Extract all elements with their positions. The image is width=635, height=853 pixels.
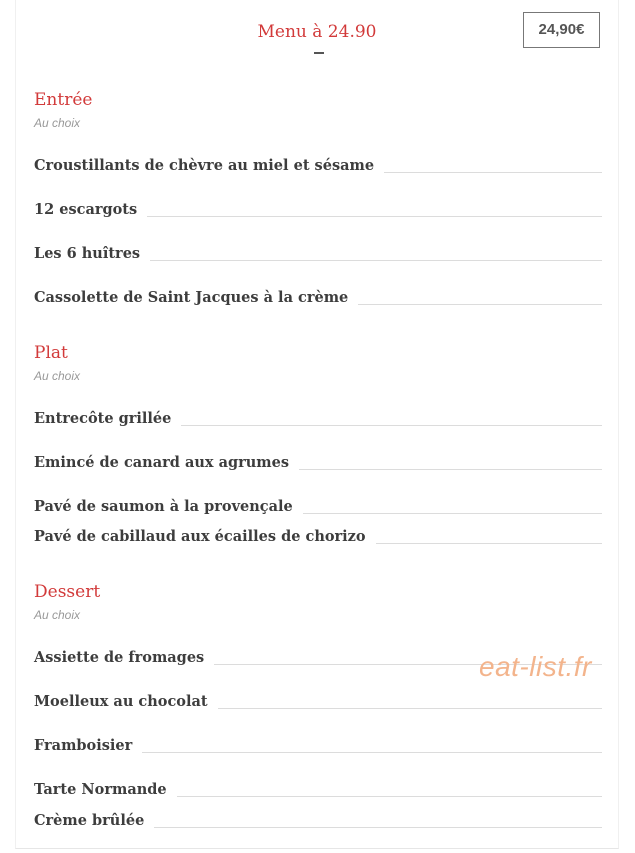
dish-item [34,199,602,219]
dish-name: 12 escargots [34,201,138,218]
dish-name: Croustillants de chèvre au miel et sésame [34,157,375,174]
section-title-dessert: Dessert [34,582,101,602]
dotted-leader [358,304,602,305]
dish-item [34,408,602,428]
title-divider [314,52,324,54]
menu-card [15,0,619,849]
dotted-leader [299,469,602,470]
dotted-leader [303,513,602,514]
dish-item [34,155,602,175]
dish-item [34,691,602,711]
dish-name: Entrecôte grillée [34,410,172,427]
dotted-leader [150,260,602,261]
dish-name: Assiette de fromages [34,649,205,666]
section-subtitle-plat: Au choix [34,369,81,383]
menu-price-badge: 24,90€ [523,12,600,48]
menu-title: Menu à 24.90 [257,22,377,42]
watermark-logo: eat-list.fr [479,651,592,682]
dish-item [34,526,602,546]
dish-name: Framboisier [34,737,133,754]
dish-item [34,452,602,472]
dish-name: Les 6 huîtres [34,245,141,262]
section-title-plat: Plat [34,343,68,363]
dotted-leader [376,543,602,544]
dish-name: Pavé de saumon à la provençale [34,498,293,515]
dish-name: Crème brûlée [34,812,145,829]
dotted-leader [384,172,602,173]
dotted-leader [142,752,602,753]
dotted-leader [181,425,602,426]
dotted-leader [147,216,602,217]
dotted-leader [218,708,602,709]
dotted-leader [177,796,602,797]
dish-name: Pavé de cabillaud aux écailles de chorizo [34,528,366,545]
dish-name: Cassolette de Saint Jacques à la crème [34,289,349,306]
dish-name: Tarte Normande [34,781,167,798]
dish-item [34,287,602,307]
dish-item [34,735,602,755]
dish-name: Emincé de canard aux agrumes [34,454,290,471]
dish-item [34,810,602,830]
section-subtitle-dessert: Au choix [34,608,81,622]
dish-item [34,779,602,799]
dotted-leader [154,827,602,828]
section-title-entree: Entrée [34,90,93,110]
section-subtitle-entree: Au choix [34,116,81,130]
dish-item [34,496,602,516]
dish-item [34,243,602,263]
dish-name: Moelleux au chocolat [34,693,208,710]
